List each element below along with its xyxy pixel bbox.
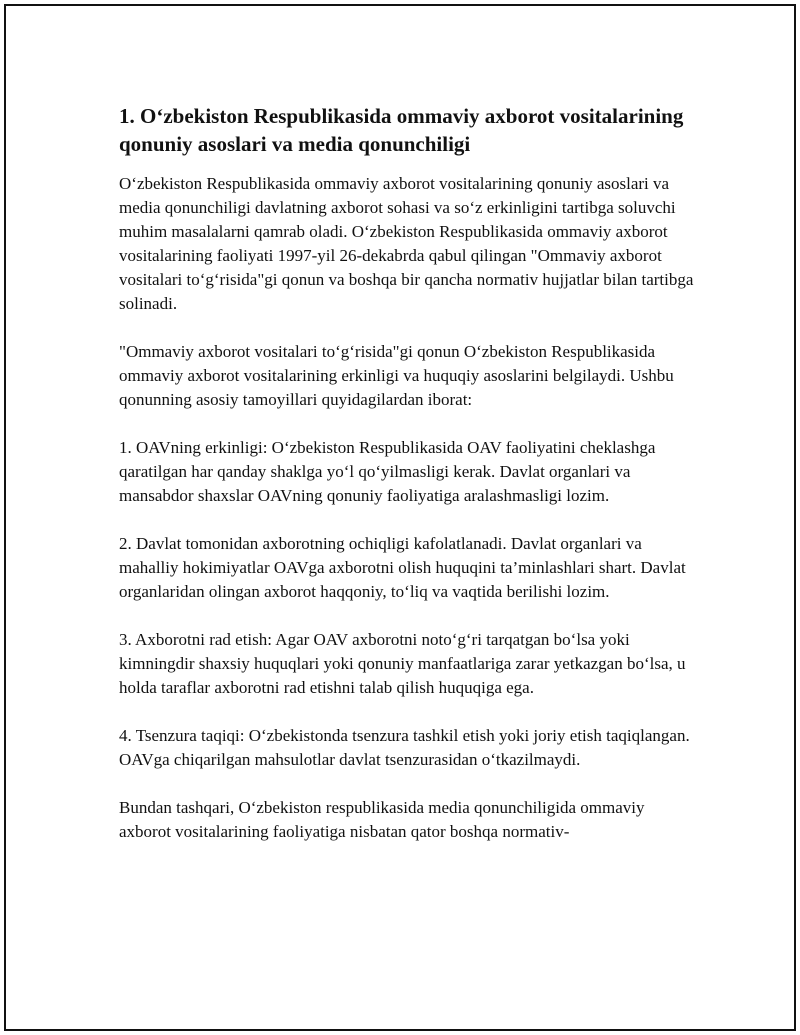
paragraph-principle-2: 2. Davlat tomonidan axborotning ochiqligi kafolatlanadi. Davlat organlari va mahalliy hokimiyatlar OAVga axborotni olish huquqini ta’minlashlari shart. Davlat organlaridan olingan axborot haqqoniy, to‘liq va vaqtida berilishi lozim.: [119, 534, 686, 601]
page-frame: [4, 4, 796, 1031]
paragraph-principle-3: 3. Axborotni rad etish: Agar OAV axborotni noto‘g‘ri tarqatgan bo‘lsa yoki kimningdir shaxsiy huquqlari yoki qonuniy manfaatlariga zarar yetkazgan bo‘lsa, u holda taraflar axborotni rad etishni talab qilish huquqiga ega.: [119, 630, 686, 697]
paragraph-additional: Bundan tashqari, O‘zbekiston respublikasida media qonunchiligida ommaviy axborot vositalarining faoliyatiga nisbatan qator boshqa normativ-: [119, 798, 645, 841]
paragraph-intro: O‘zbekiston Respublikasida ommaviy axborot vositalarining qonuniy asoslari va media qonunchiligi davlatning axborot sohasi va so‘z erkinligini tartibga soluvchi muhim masalalarni qamrab oladi. O‘zbekiston Respublikasida ommaviy axborot vositalarining faoliyati 1997-yil 26-dekabrda qabul qilingan "Ommaviy axborot vositalari to‘g‘risida"gi qonun va boshqa bir qancha normativ hujjatlar bilan tartibga solinadi.: [119, 174, 694, 313]
paragraph-principle-1: 1. OAVning erkinligi: O‘zbekiston Respublikasida OAV faoliyatini cheklashga qaratilgan har qanday shaklga yo‘l qo‘yilmasligi kerak. Davlat organlari va mansabdor shaxslar OAVning qonuniy faoliyatiga aralashmasligi lozim.: [119, 438, 656, 505]
section-heading: 1. O‘zbekiston Respublikasida ommaviy axborot vositalarining qonuniy asoslari va media qonunchiligi: [119, 104, 684, 156]
paragraph-principle-4: 4. Tsenzura taqiqi: O‘zbekistonda tsenzura tashkil etish yoki joriy etish taqiqlangan. OAVga chiqarilgan mahsulotlar davlat tsenzurasidan o‘tkazilmaydi.: [119, 726, 690, 769]
document-body: [119, 102, 699, 868]
paragraph-law-principles: "Ommaviy axborot vositalari to‘g‘risida"gi qonun O‘zbekiston Respublikasida ommaviy axborot vositalarining erkinligi va huquqiy asoslarini belgilaydi. Ushbu qonunning asosiy tamoyillari quyidagilardan iborat:: [119, 342, 674, 409]
